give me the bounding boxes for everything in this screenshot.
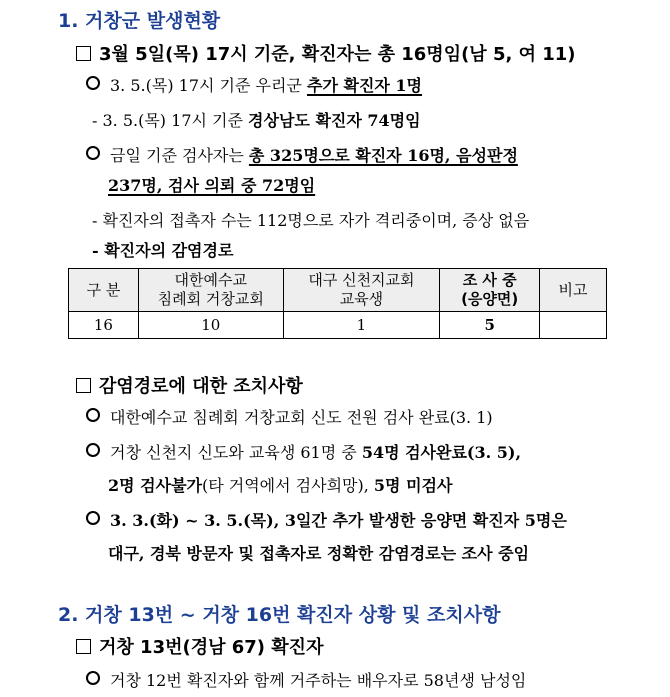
bullet-church-tested [86, 405, 493, 428]
bullet-text-line2: 대구, 경북 방문자 및 접촉자로 정확한 감염경로는 조사 중임 [108, 544, 530, 563]
bullet-tested-count-cont [108, 173, 315, 196]
bullet-text: 거창 12번 확진자와 함께 거주하는 배우자로 58년생 남성임 [110, 671, 527, 690]
section-1-heading [76, 40, 576, 66]
bullet-case-13-spouse [86, 668, 526, 691]
circle-bullet-icon [86, 671, 100, 685]
section-1-heading-text: 3월 5일(목) 17시 기준, 확진자는 총 16명임(남 5, 여 11) [99, 44, 576, 65]
circle-bullet-icon [86, 76, 100, 90]
infection-route-table [68, 268, 607, 339]
circle-bullet-icon [86, 408, 100, 422]
circle-bullet-icon [86, 511, 100, 525]
bullet-text: 대한예수교 침례회 거창교회 신도 전원 검사 완료(3. 1) [110, 408, 493, 427]
header-baptist-church: 대한예수교 침례회 거창교회 [138, 269, 283, 312]
square-bullet-icon [76, 46, 91, 61]
square-bullet-icon [76, 639, 91, 654]
section-1-title: 1. 거창군 발생현황 [58, 10, 221, 32]
bullet-text-emph: 총 325명으로 확진자 16명, 음성판정 [248, 146, 518, 165]
dash-infection-route [92, 238, 233, 261]
bullet-additional-case [86, 73, 422, 96]
action-heading-text: 감염경로에 대한 조치사항 [99, 376, 303, 397]
bullet-text-plain: 거창 신천지 신도와 교육생 61명 중 [110, 443, 362, 462]
dash-text-plain: - 3. 5.(목) 17시 기준 [92, 111, 249, 130]
dash-text-emph: 경상남도 확진자 74명임 [248, 111, 421, 130]
dash-contacts: - 확진자의 접촉자 수는 112명으로 자가 격리중이며, 증상 없음 [92, 211, 530, 230]
bullet-shincheonji-tested [86, 440, 521, 463]
cell-investigating: 5 [440, 312, 540, 339]
cont-emph: 2명 검사불가 [108, 476, 202, 495]
action-heading [76, 372, 303, 398]
header-shincheonji: 대구 신천지교회 교육생 [283, 269, 440, 312]
cell-baptist-church: 10 [138, 312, 283, 339]
section-2-heading-text: 거창 13번(경남 67) 확진자 [99, 637, 324, 658]
square-bullet-icon [76, 378, 91, 393]
header-investigating: 조 사 중 (응양면) [440, 269, 540, 312]
bullet-shincheonji-tested-cont [108, 473, 452, 496]
section-2-title: 2. 거창 13번 ~ 거창 16번 확진자 상황 및 조치사항 [58, 604, 501, 626]
bullet-text-plain: 금일 기준 검사자는 [110, 146, 249, 165]
cell-note [540, 312, 607, 339]
circle-bullet-icon [86, 443, 100, 457]
cell-total: 16 [69, 312, 139, 339]
cell-shincheonji: 1 [283, 312, 440, 339]
cont-plain: (타 거역에서 검사희망), [201, 476, 374, 495]
circle-bullet-icon [86, 146, 100, 160]
table-row [69, 312, 607, 339]
cont-emph-2: 5명 미검사 [373, 476, 453, 495]
bullet-eungyang-cases [86, 508, 567, 531]
header-category: 구 분 [69, 269, 139, 312]
bullet-text-emph: 추가 확진자 1명 [307, 76, 423, 95]
bullet-text-line1: 3. 3.(화) ~ 3. 5.(목), 3일간 추가 발생한 응양면 확진자 5명은 [110, 511, 567, 530]
bullet-tested-count [86, 143, 518, 166]
bullet-eungyang-cases-cont [108, 541, 529, 564]
bullet-text-plain: 3. 5.(목) 17시 기준 우리군 [110, 76, 307, 95]
bullet-text-emph: 54명 검사완료(3. 5), [361, 443, 522, 462]
bullet-text-emph-cont: 237명, 검사 의뢰 중 72명임 [108, 176, 316, 195]
table-header-row [69, 269, 607, 312]
header-note: 비고 [540, 269, 607, 312]
dash-infection-route-text: - 확진자의 감염경로 [92, 241, 234, 260]
dash-gyeongnam-total [92, 108, 421, 131]
section-2-heading [76, 633, 323, 659]
